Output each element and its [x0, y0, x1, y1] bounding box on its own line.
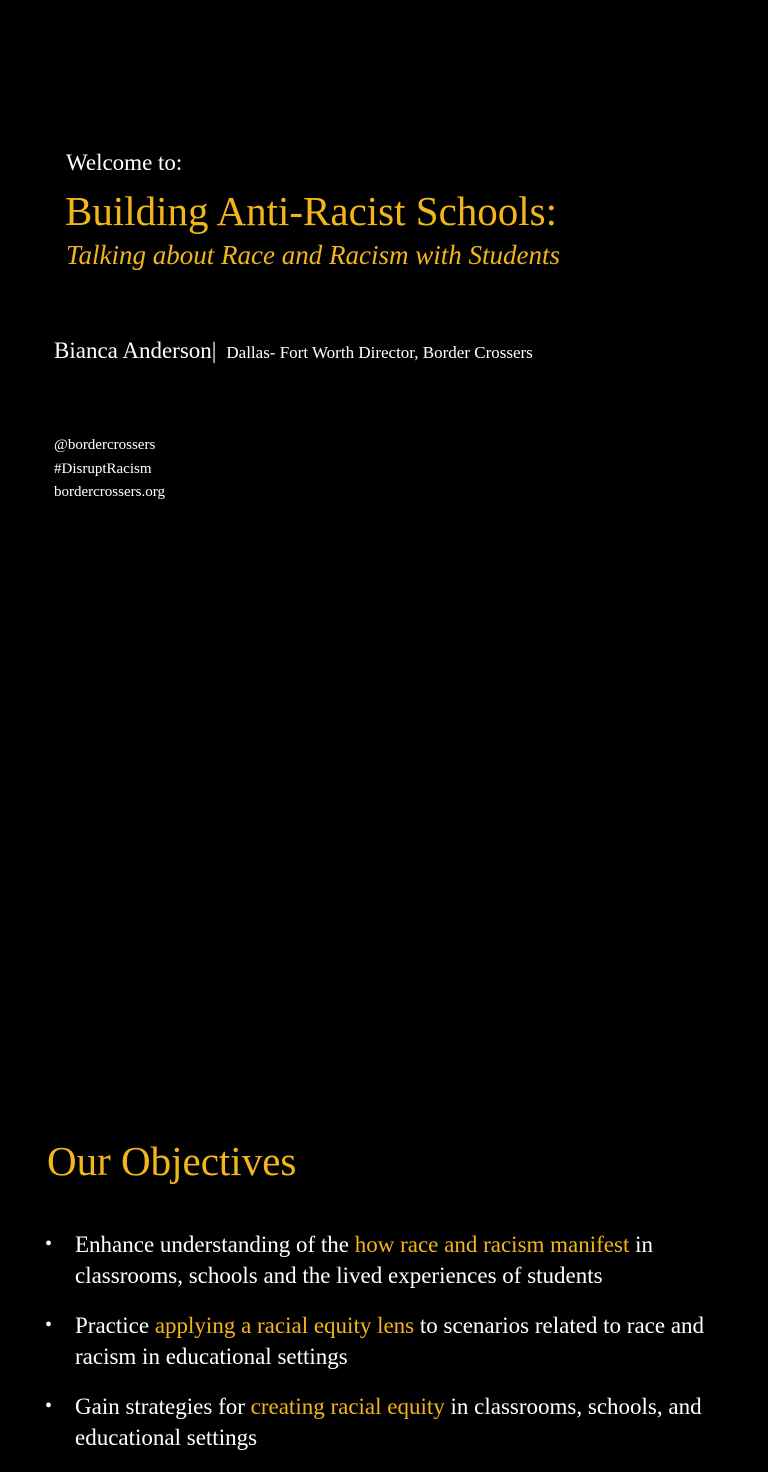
twitter-handle: @bordercrossers — [54, 437, 156, 453]
presenter-separator: | — [211, 338, 217, 363]
objective-text: to scenarios related to race and racism in educational settings — [75, 1313, 705, 1369]
objective-text: Practice — [75, 1313, 155, 1338]
bullet-icon: • — [45, 1233, 53, 1255]
presenter-role: Dallas- Fort Worth Director, Border Crossers — [226, 343, 533, 362]
presentation-subtitle: Talking about Race and Racism with Students — [66, 240, 560, 270]
objective-text: in classrooms, schools and the lived experiences of students — [75, 1232, 653, 1288]
objective-highlight: creating racial equity — [250, 1394, 445, 1419]
contact-list — [54, 434, 165, 505]
objectives-slide — [0, 512, 768, 1450]
title-slide — [0, 0, 768, 512]
objectives-list — [45, 1229, 735, 1472]
bullet-icon: • — [45, 1395, 53, 1417]
presentation-title: Building Anti-Racist Schools: — [65, 188, 558, 234]
hashtag: #DisruptRacism — [54, 460, 152, 477]
presenter-name: Bianca Anderson — [54, 338, 212, 363]
bullet-icon: • — [45, 1314, 53, 1336]
objective-highlight: applying a racial equity lens — [154, 1313, 415, 1338]
objective-text: in classrooms, schools, and educational settings — [75, 1394, 702, 1450]
objective-text: Enhance understanding of the — [75, 1232, 355, 1257]
website: bordercrossers.org — [54, 484, 165, 500]
objectives-title: Our Objectives — [47, 1138, 297, 1184]
objective-item — [45, 1229, 735, 1291]
objective-item — [45, 1310, 735, 1372]
objective-text: Gain strategies for — [75, 1394, 251, 1419]
objective-highlight: how race and racism manifest — [354, 1232, 630, 1257]
objective-item — [45, 1391, 735, 1453]
presenter-line — [54, 338, 533, 364]
welcome-text: Welcome to: — [66, 150, 183, 175]
